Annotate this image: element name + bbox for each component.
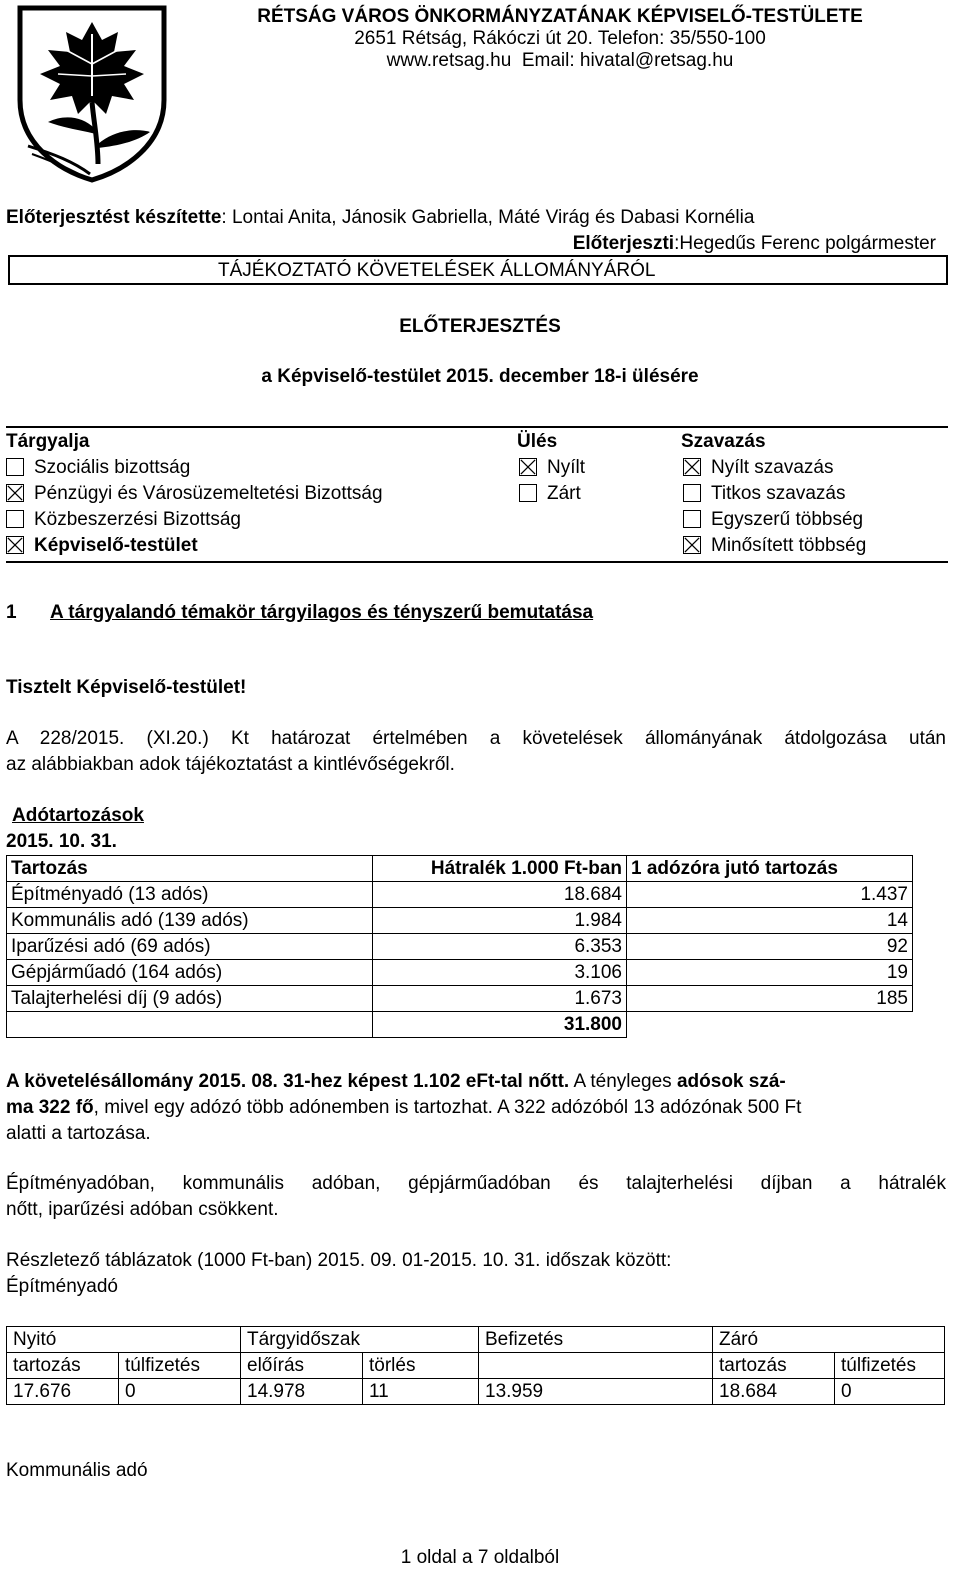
- paragraph-1-line-3: alatti a tartozása.: [6, 1123, 151, 1144]
- per-taxpayer-value: 185: [627, 986, 913, 1012]
- document-type: ELŐTERJESZTÉS: [399, 316, 561, 337]
- detail-intro: Részletező táblázatok (1000 Ft-ban) 2015. 09. 01-2015. 10. 31. időszak között:: [6, 1250, 672, 1271]
- session-option: [519, 483, 585, 509]
- committee-label: Közbeszerzési Bizottság: [34, 509, 241, 530]
- voting-option: [683, 457, 866, 483]
- sub-period-writeoff: törlés: [363, 1353, 479, 1379]
- subject-title: TÁJÉKOZTATÓ KÖVETELÉSEK ÁLLOMÁNYÁRÓL: [218, 260, 656, 281]
- value-period-writeoff: 11: [363, 1379, 479, 1405]
- voting-label: Egyszerű többség: [711, 509, 864, 530]
- session-label: Zárt: [547, 483, 581, 504]
- presenter-line: [573, 233, 936, 255]
- paragraph-2-line-1: Építményadóban, kommunális adóban, gépjárműadóban és talajterhelési díjban a hátralék: [6, 1173, 946, 1194]
- intro-line-1: A 228/2015. (XI.20.) Kt határozat értelmében a követelések állományának átdolgozása után: [6, 728, 946, 749]
- value-period-assessment: 14.978: [241, 1379, 363, 1405]
- sub-opening-overpayment: túlfizetés: [119, 1353, 241, 1379]
- arrears-value: 1.984: [373, 908, 627, 934]
- committee-option: [6, 457, 383, 483]
- session-list: [519, 457, 585, 509]
- meeting-prefix: a Képviselő-testület 2015: [261, 366, 489, 387]
- empty-box-icon: [683, 484, 701, 502]
- table-row: [7, 960, 913, 986]
- arrears-value: 3.106: [373, 960, 627, 986]
- committee-option: [6, 535, 383, 561]
- group-closing: Záró: [713, 1327, 945, 1353]
- para1-text-b: A tényleges: [569, 1071, 677, 1092]
- voting-option: [683, 535, 866, 561]
- detail-subject: Építményadó: [6, 1276, 118, 1297]
- sub-opening-debt: tartozás: [7, 1353, 119, 1379]
- group-header-row: [7, 1327, 945, 1353]
- city-crest-logo: [14, 4, 170, 184]
- per-taxpayer-value: 19: [627, 960, 913, 986]
- section-title: A tárgyalandó témakör tárgyilagos és tényszerű bemutatása: [50, 602, 594, 623]
- para1-bold-c: adósok szá-: [676, 1071, 786, 1092]
- committee-option: [6, 483, 383, 509]
- col-header-session: Ülés: [517, 431, 558, 452]
- prepared-by-names: : Lontai Anita, Jánosik Gabriella, Máté Virág és Dabasi Kornélia: [221, 207, 755, 228]
- arrears-value: 18.684: [373, 882, 627, 908]
- tax-name: Iparűzési adó (69 adós): [7, 934, 373, 960]
- intro-line-2: az alábbiakban adok tájékoztatást a kintlévőségekről.: [6, 754, 455, 775]
- routing-top-rule: [6, 426, 948, 428]
- checked-box-icon: [6, 536, 24, 554]
- paragraph-1-line-1: [6, 1071, 786, 1093]
- value-payment: 13.959: [479, 1379, 713, 1405]
- prepared-by-label: Előterjesztést készítette: [6, 207, 222, 228]
- per-taxpayer-value: 14: [627, 908, 913, 934]
- presenter-label: Előterjeszti: [572, 233, 675, 254]
- next-subject: Kommunális adó: [6, 1460, 148, 1481]
- tax-name: Építményadó (13 adós): [7, 882, 373, 908]
- empty-box-icon: [6, 510, 24, 528]
- checked-box-icon: [683, 458, 701, 476]
- header-per-taxpayer: 1 adózóra jutó tartozás: [627, 856, 913, 882]
- paragraph-1-line-2: [6, 1097, 801, 1119]
- sub-closing-overpayment: túlfizetés: [835, 1353, 945, 1379]
- header-debt: Tartozás: [7, 856, 373, 882]
- presenter-name: :Hegedűs Ferenc polgármester: [674, 233, 936, 254]
- meeting-suffix: . december 18-i ülésére: [488, 366, 699, 387]
- group-opening: Nyitó: [7, 1327, 241, 1353]
- para1-bold-d: ma 322 fő: [6, 1097, 94, 1118]
- session-label: Nyílt: [547, 457, 585, 478]
- value-opening-overpayment: 0: [119, 1379, 241, 1405]
- committee-label: Pénzügyi és Városüzemeltetési Bizottság: [34, 483, 383, 504]
- tax-name: Kommunális adó (139 adós): [7, 908, 373, 934]
- arrears-value: 1.673: [373, 986, 627, 1012]
- header-arrears: Hátralék 1.000 Ft-ban: [373, 856, 627, 882]
- committee-label: Képviselő-testület: [34, 535, 198, 556]
- voting-label: Minősített többség: [711, 535, 867, 556]
- voting-option: [683, 509, 866, 535]
- building-tax-detail-table: [6, 1326, 945, 1405]
- voting-option: [683, 483, 866, 509]
- tax-debts-heading: Adótartozások: [12, 805, 144, 826]
- arrears-value: 6.353: [373, 934, 627, 960]
- subject-box: [8, 255, 948, 285]
- voting-list: [683, 457, 866, 561]
- voting-label: Titkos szavazás: [711, 483, 846, 504]
- paragraph-2-line-2: nőtt, iparűzési adóban csökkent.: [6, 1199, 279, 1220]
- checked-box-icon: [6, 484, 24, 502]
- section-number: 1: [6, 602, 17, 623]
- checked-box-icon: [519, 458, 537, 476]
- col-header-voting: Szavazás: [681, 431, 766, 452]
- table-row: [7, 908, 913, 934]
- page-footer: 1 oldal a 7 oldalból: [400, 1547, 560, 1568]
- checked-box-icon: [683, 536, 701, 554]
- routing-bottom-rule: [6, 561, 948, 563]
- arrears-total: 31.800: [373, 1012, 627, 1038]
- tax-name: Talajterhelési díj (9 adós): [7, 986, 373, 1012]
- tax-name: Gépjárműadó (164 adós): [7, 960, 373, 986]
- org-address: 2651 Rétság, Rákóczi út 20. Telefon: 35/550-100: [354, 28, 766, 49]
- empty-box-icon: [519, 484, 537, 502]
- table-total-row: [7, 1012, 913, 1038]
- salutation: Tisztelt Képviselő-testület!: [6, 677, 247, 698]
- per-taxpayer-value: 92: [627, 934, 913, 960]
- sub-period-assessment: előírás: [241, 1353, 363, 1379]
- value-opening-debt: 17.676: [7, 1379, 119, 1405]
- table-row: [7, 986, 913, 1012]
- voting-label: Nyílt szavazás: [711, 457, 834, 478]
- committee-label: Szociális bizottság: [34, 457, 191, 478]
- para1-bold-a: A követelésállomány 2015. 08. 31-hez képest 1.102 eFt-tal nőtt.: [6, 1071, 570, 1092]
- committee-list: [6, 457, 383, 561]
- value-closing-debt: 18.684: [713, 1379, 835, 1405]
- tax-debts-table: [6, 855, 913, 1038]
- org-web-email: www.retsag.hu Email: hivatal@retsag.hu: [386, 50, 734, 71]
- committee-option: [6, 509, 383, 535]
- meeting-line: [0, 366, 960, 388]
- table-header-row: [7, 856, 913, 882]
- org-name: RÉTSÁG VÁROS ÖNKORMÁNYZATÁNAK KÉPVISELŐ-TESTÜLETE: [257, 6, 863, 27]
- table-row: [7, 934, 913, 960]
- sub-payment: [479, 1353, 713, 1379]
- empty-box-icon: [683, 510, 701, 528]
- table-row: [7, 1379, 945, 1405]
- group-payment: Befizetés: [479, 1327, 713, 1353]
- empty-box-icon: [6, 458, 24, 476]
- tax-debts-date: 2015. 10. 31.: [6, 831, 117, 852]
- group-period: Tárgyidőszak: [241, 1327, 479, 1353]
- para1-text-e: , mivel egy adózó több adónemben is tartozhat. A 322 adózóból 13 adózónak 500 Ft: [93, 1097, 802, 1118]
- subheader-row: [7, 1353, 945, 1379]
- table-row: [7, 882, 913, 908]
- value-closing-overpayment: 0: [835, 1379, 945, 1405]
- sub-closing-debt: tartozás: [713, 1353, 835, 1379]
- session-option: [519, 457, 585, 483]
- prepared-by-line: [6, 207, 754, 229]
- per-taxpayer-value: 1.437: [627, 882, 913, 908]
- col-header-committee: Tárgyalja: [6, 431, 90, 452]
